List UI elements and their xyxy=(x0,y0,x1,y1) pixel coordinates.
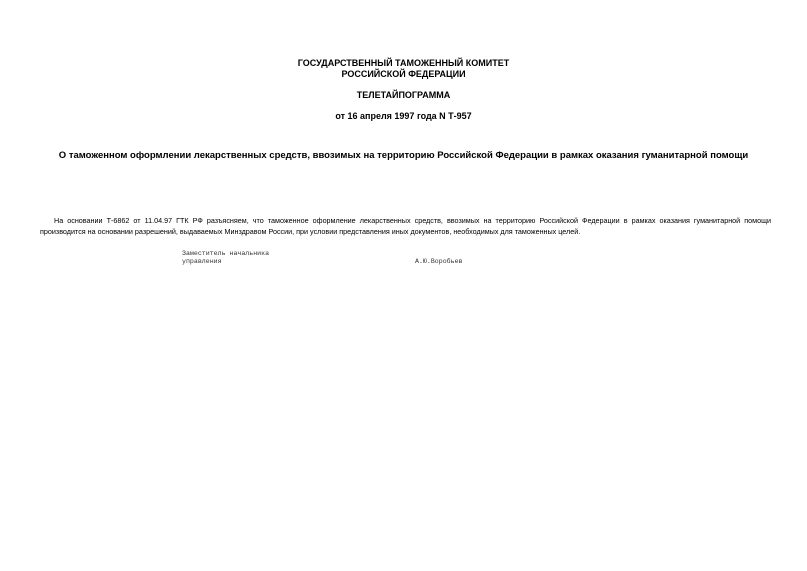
issuing-organization-line2: РОССИЙСКОЙ ФЕДЕРАЦИИ xyxy=(341,69,466,79)
document-type: ТЕЛЕТАЙПОГРАММА xyxy=(356,90,451,100)
body-paragraph: На основании Т-6862 от 11.04.97 ГТК РФ разъясняем, что таможенное оформление лекарственных средств, ввозимых на территорию Российской Федерации в рамках оказания гуманитарной помощи производится на основании разрешений, выдаваемых Минздравом России, при условии представления иных документов, необходимых для таможенных целей. xyxy=(40,216,771,237)
issuing-organization-line1: ГОСУДАРСТВЕННЫЙ ТАМОЖЕННЫЙ КОМИТЕТ xyxy=(297,58,510,68)
signatory-position-line2: управления xyxy=(182,258,222,265)
document-subject: О таможенном оформлении лекарственных средств, ввозимых на территорию Российской Федерации в рамках оказания гуманитарной помощи xyxy=(58,150,749,161)
signatory-position xyxy=(182,250,269,266)
signatory-name: А.Ю.Воробьев xyxy=(415,258,463,265)
document-date-number: от 16 апреля 1997 года N Т-957 xyxy=(335,111,472,121)
signatory-position-line1: Заместитель начальника xyxy=(182,250,270,257)
